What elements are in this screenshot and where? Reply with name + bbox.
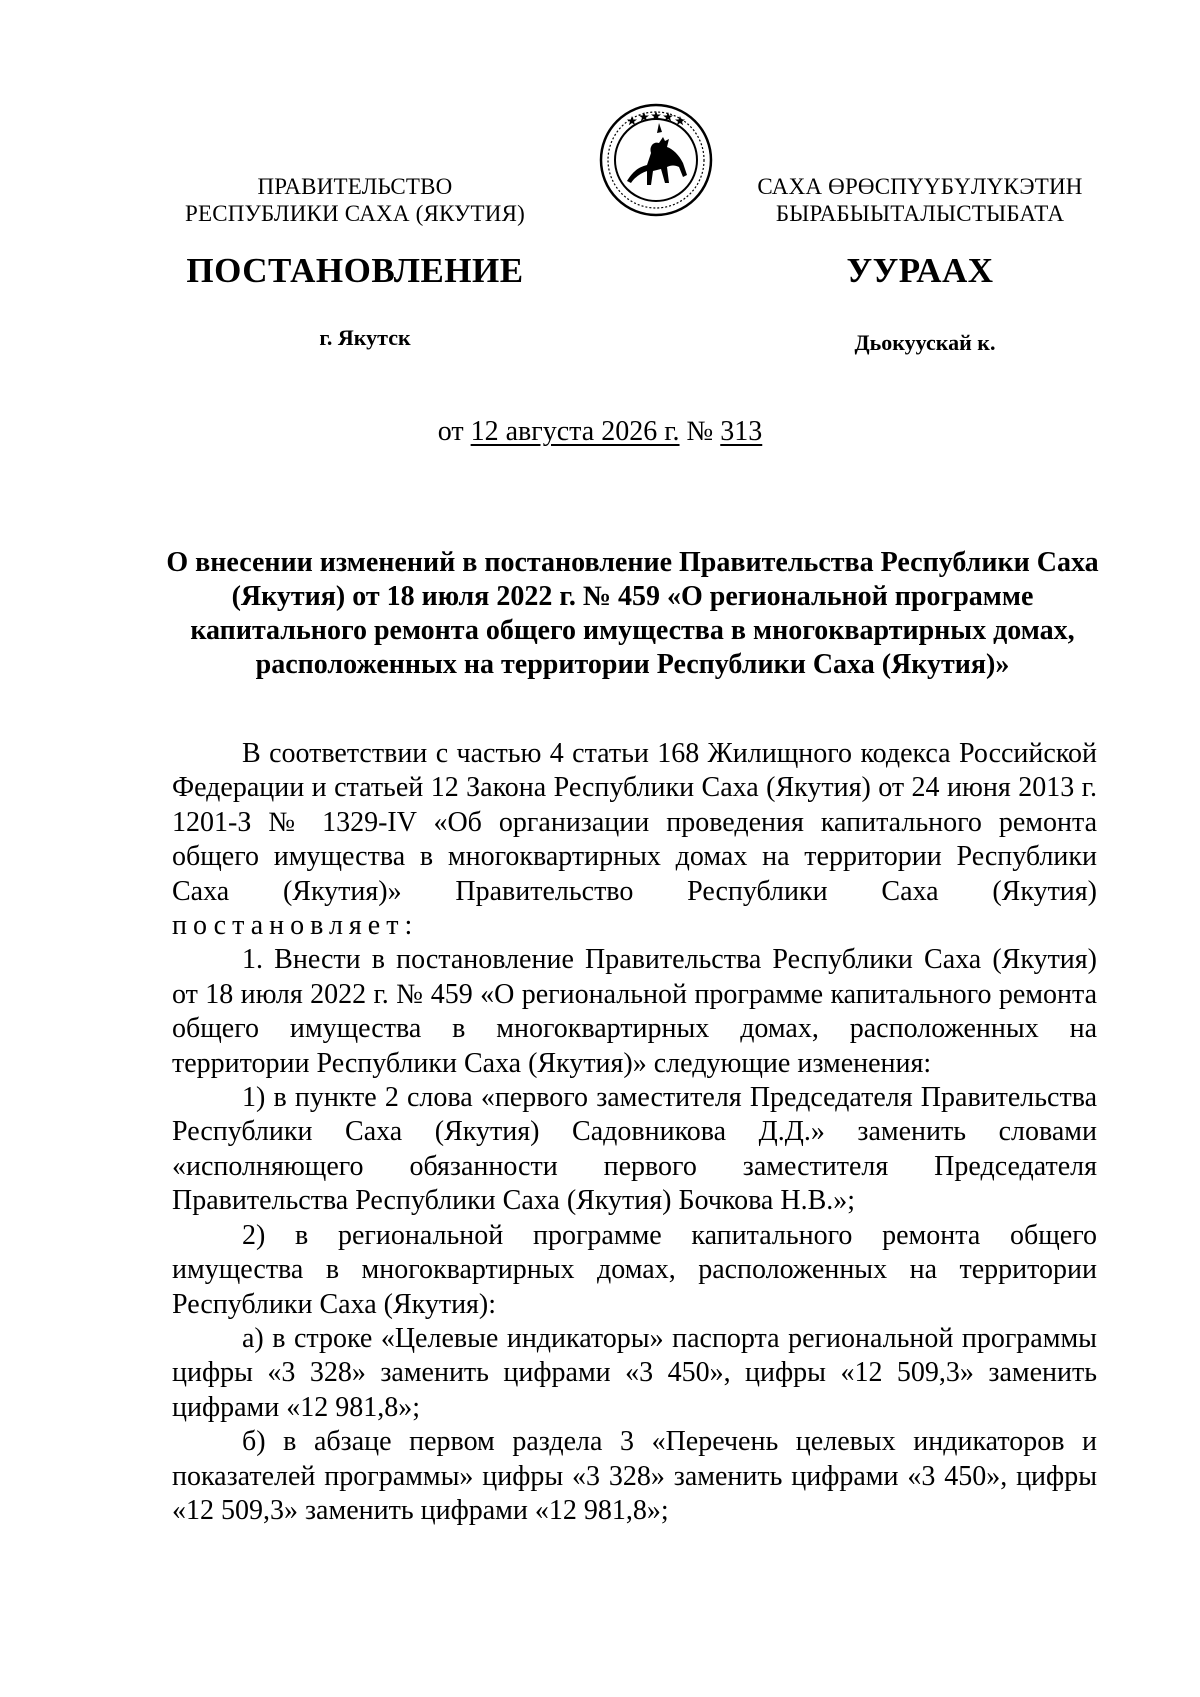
- paragraph-1-1: 1) в пункте 2 слова «первого заместителя Председателя Правительства Республики Саха (Якутия) Садовникова Д.Д.» заменить словами «исполняющего обязанности первого заместителя Председателя Правительства Республики Саха (Якутия) Бочкова Н.В.»;: [172, 1082, 1097, 1217]
- document-date: 12 августа 2026 г.: [470, 416, 680, 447]
- organization-name-sah-line1: САХА ӨРӨСПҮҮБҮЛҮКЭТИН: [757, 174, 1083, 199]
- number-sign: №: [686, 416, 714, 447]
- city-sah: Дьокуускай к.: [854, 330, 996, 355]
- document-type-sah: УУРААХ: [846, 251, 994, 290]
- date-prefix: от: [437, 416, 464, 447]
- document-number: 313: [720, 416, 763, 447]
- organization-name-ru-line1: ПРАВИТЕЛЬСТВО: [257, 174, 453, 199]
- document-title: О внесении изменений в постановление Правительства Республики Саха (Якутия) от 18 июля 2022 г. № 459 «О региональной программе капитального ремонта общего имущества в многоквартирных домах, расположенных на территории Республики Саха (Якутия)»: [166, 547, 1099, 680]
- organization-name-sah-line2: БЫРАБЫЫТАЛЫСТЫБАТА: [775, 201, 1065, 226]
- decree-word: постановляет:: [172, 910, 419, 942]
- organization-name-ru: [160, 173, 550, 227]
- document-date-line: [0, 416, 1200, 448]
- preamble-paragraph: [172, 737, 1097, 943]
- document-type-ru: ПОСТАНОВЛЕНИЕ: [186, 251, 524, 290]
- document-body: [172, 737, 1097, 1528]
- paragraph-1-2-b: б) в абзаце первом раздела 3 «Перечень целевых индикаторов и показателей программы» цифры «3 328» заменить цифрами «3 450», цифры «12 509,3» заменить цифрами «12 981,8»;: [172, 1426, 1097, 1526]
- paragraph-1-2: 2) в региональной программе капитального ремонта общего имущества в многоквартирных домах, расположенных на территории Республики Саха (Якутия):: [172, 1219, 1097, 1320]
- republic-emblem-icon: [599, 103, 713, 217]
- paragraph-1-2-a: а) в строке «Целевые индикаторы» паспорта региональной программы цифры «3 328» заменить цифрами «3 450», цифры «12 509,3» заменить цифрами «12 981,8»;: [172, 1322, 1097, 1423]
- organization-name-ru-line2: РЕСПУБЛИКИ САХА (ЯКУТИЯ): [184, 201, 526, 226]
- city-ru: г. Якутск: [319, 325, 411, 350]
- preamble-text: В соответствии с частью 4 статьи 168 Жилищного кодекса Российской Федерации и статьей 12 Закона Республики Саха (Якутия) от 24 июня 2013 г. 1201-З № 1329-IV «Об организации проведения капитального ремонта общего имущества в многоквартирных домах на территории Республики Саха (Якутия)» Правительство Республики Саха (Якутия): [172, 738, 1097, 907]
- organization-name-sah: [735, 173, 1105, 227]
- paragraph-1: 1. Внести в постановление Правительства Республики Саха (Якутия) от 18 июля 2022 г. № 459 «О региональной программе капитального ремонта общего имущества в многоквартирных домах, расположенных на территории Республики Саха (Якутия)» следующие изменения:: [172, 944, 1097, 1079]
